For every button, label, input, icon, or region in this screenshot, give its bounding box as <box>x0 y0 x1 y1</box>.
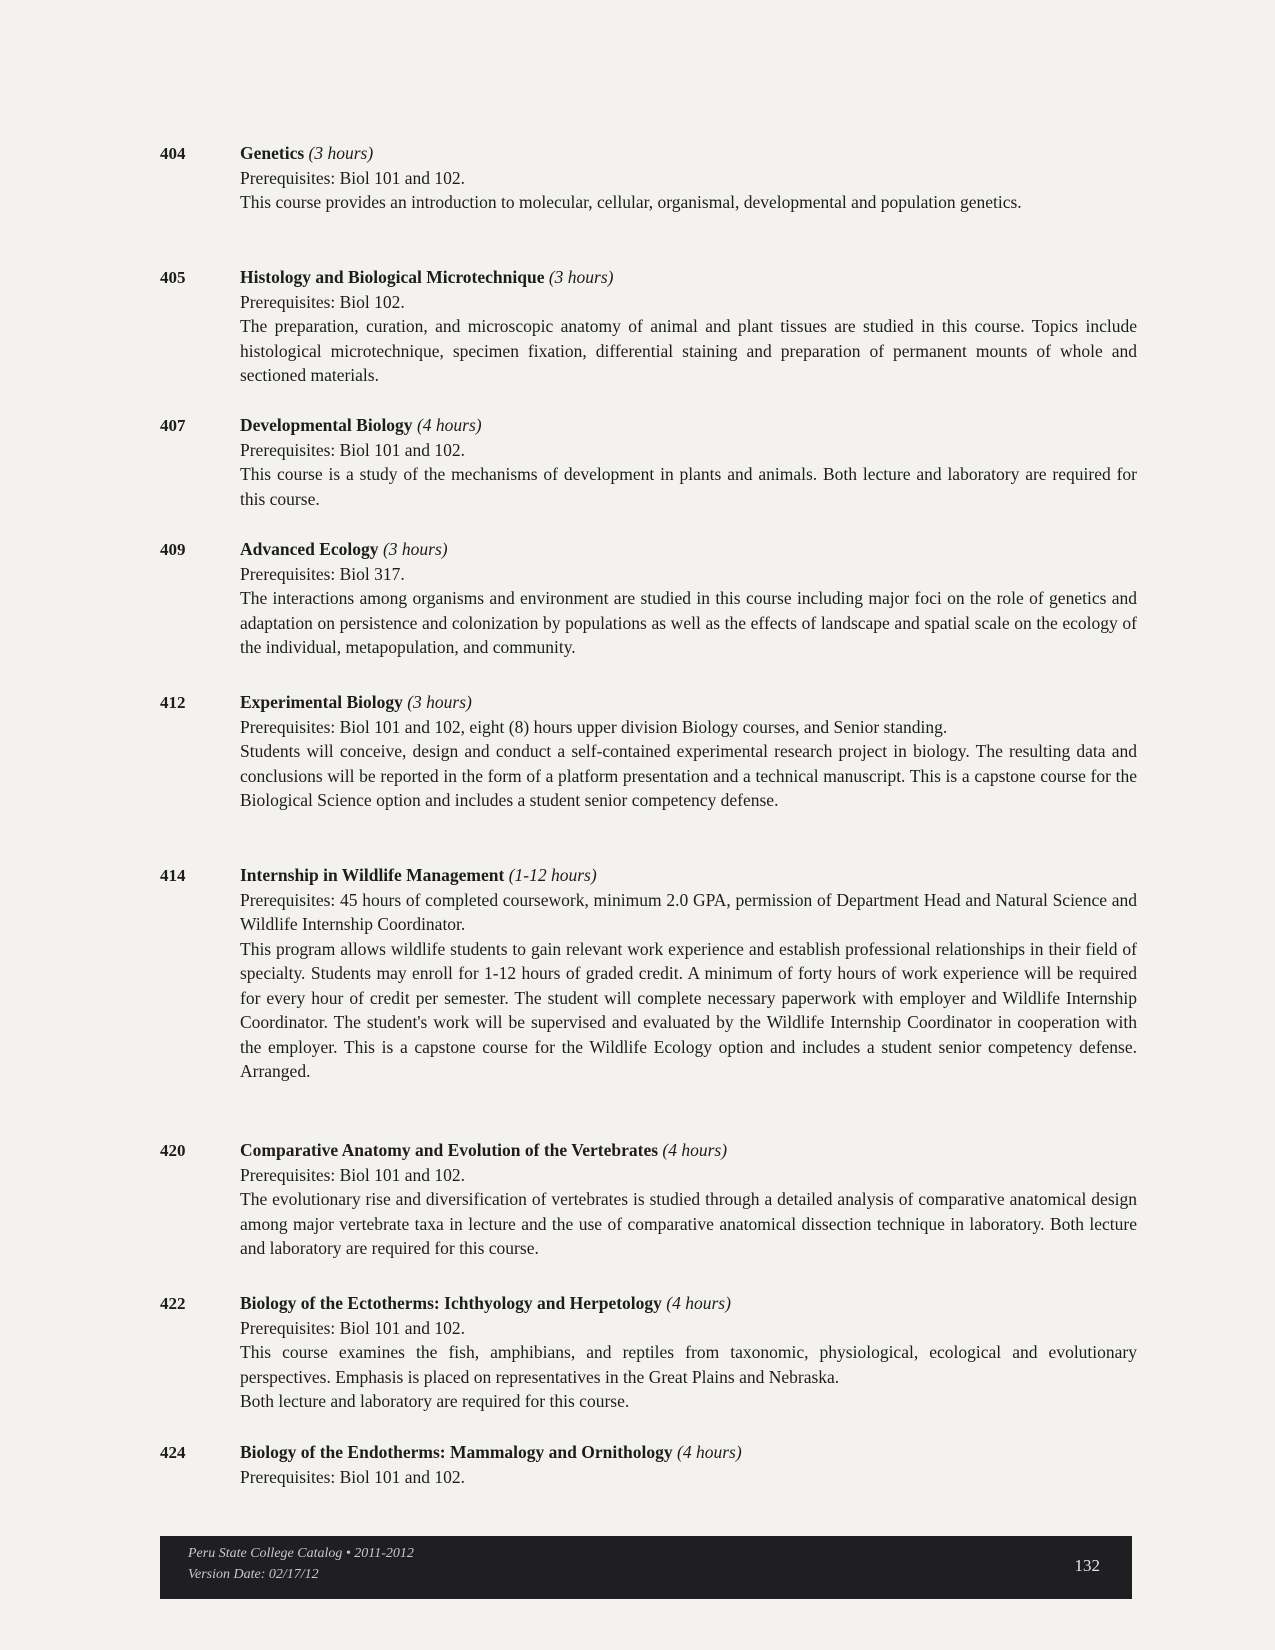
course-number: 424 <box>160 1443 186 1462</box>
course-title: Developmental Biology <box>240 415 413 435</box>
course-prereq: Prerequisites: Biol 101 and 102. <box>240 1164 466 1185</box>
course-number: 405 <box>160 268 186 287</box>
course-description: Both lecture and laboratory are required for this course. <box>240 1391 630 1411</box>
course-prereq: Prerequisites: Biol 101 and 102, eight (8) hours upper division Biology courses, and Senior standing. <box>240 716 948 737</box>
course-body <box>240 863 1137 1084</box>
course-prereq: Prerequisites: Biol 101 and 102. <box>240 1317 466 1338</box>
course-prereq: Prerequisites: Biol 101 and 102. <box>240 167 466 188</box>
page-footer <box>160 1536 1132 1599</box>
course-number: 420 <box>160 1141 186 1160</box>
course-prereq: Prerequisites: Biol 101 and 102. <box>240 439 466 460</box>
course-description: This program allows wildlife students to gain relevant work experience and establish professional relationships in their field of specialty. Students may enroll for 1-12 hours of graded credit. A minimum of forty hours of work experience will be required for every hour of credit per semester. The student will complete necessary paperwork with employer and Wildlife Internship Coordinator. The student's work will be supervised and evaluated by the Wildlife Internship Coordinator in cooperation with the employer. This is a capstone course for the Wildlife Ecology option and includes a student senior competency defense. Arranged. <box>240 938 1137 1081</box>
course-number: 404 <box>160 144 186 163</box>
course-hours: (4 hours) <box>677 1442 742 1462</box>
course-hours: (4 hours) <box>416 415 482 435</box>
course-title: Experimental Biology <box>240 692 403 712</box>
course-description: The interactions among organisms and environment are studied in this course including major foci on the role of genetics and adaptation on persistence and colonization by populations as well as the effects of landscape and spatial scale on the ecology of the individual, metapopulation, and community. <box>240 588 1137 657</box>
course-title: Biology of the Ectotherms: Ichthyology and Herpetology <box>240 1293 662 1313</box>
course-body <box>240 690 1137 813</box>
course-number: 407 <box>160 416 186 435</box>
course-title: Biology of the Endotherms: Mammalogy and Ornithology <box>240 1442 673 1462</box>
course-title: Internship in Wildlife Management <box>240 865 505 885</box>
course-title: Advanced Ecology <box>240 539 379 559</box>
course-prereq: Prerequisites: Biol 101 and 102. <box>240 1466 466 1487</box>
course-description: This course provides an introduction to molecular, cellular, organismal, developmental and population genetics. <box>240 192 1022 212</box>
course-description: Students will conceive, design and conduct a self-contained experimental research project in biology. The resulting data and conclusions will be reported in the form of a platform presentation and a technical manuscript. This is a capstone course for the Biological Science option and includes a student senior competency defense. <box>240 741 1137 810</box>
course-description: This course is a study of the mechanisms of development in plants and animals. Both lecture and laboratory are required for this course. <box>240 464 1137 509</box>
course-body <box>240 265 1137 388</box>
page-number: 132 <box>1074 1556 1100 1575</box>
course-body <box>240 1440 1137 1489</box>
course-hours: (3 hours) <box>548 267 614 287</box>
course-prereq: Prerequisites: 45 hours of completed coursework, minimum 2.0 GPA, permission of Department Head and Natural Science and Wildlife Internship Coordinator. <box>240 889 1137 934</box>
course-body <box>240 141 1137 215</box>
course-title: Genetics <box>240 143 305 163</box>
course-description: This course examines the fish, amphibians, and reptiles from taxonomic, physiological, ecological and evolutionary perspectives. Emphasis is placed on representatives in the Great Plains and Nebraska. <box>240 1342 1137 1387</box>
course-description: The preparation, curation, and microscopic anatomy of animal and plant tissues are studied in this course. Topics include histological microtechnique, specimen fixation, differential staining and preparation of permanent mounts of whole and sectioned materials. <box>240 316 1137 385</box>
course-number: 412 <box>160 693 186 712</box>
course-title: Comparative Anatomy and Evolution of the Vertebrates <box>240 1140 659 1160</box>
course-number: 422 <box>160 1294 186 1313</box>
course-number: 414 <box>160 866 186 885</box>
course-prereq: Prerequisites: Biol 317. <box>240 563 405 584</box>
course-hours: (3 hours) <box>382 539 448 559</box>
footer-version-date: Version Date: 02/17/12 <box>188 1567 319 1582</box>
course-description: The evolutionary rise and diversification of vertebrates is studied through a detailed analysis of comparative anatomical design among major vertebrate taxa in lecture and the use of comparative anatomical dissection technique in laboratory. Both lecture and laboratory are required for this course. <box>240 1189 1137 1258</box>
course-hours: (1-12 hours) <box>508 865 597 885</box>
course-number: 409 <box>160 540 186 559</box>
course-title: Histology and Biological Microtechnique <box>240 267 545 287</box>
course-prereq: Prerequisites: Biol 102. <box>240 291 405 312</box>
course-hours: (4 hours) <box>666 1293 731 1313</box>
course-hours: (4 hours) <box>662 1140 728 1160</box>
course-body <box>240 1138 1137 1261</box>
course-body <box>240 537 1137 660</box>
course-hours: (3 hours) <box>308 143 374 163</box>
course-body <box>240 413 1137 511</box>
course-body <box>240 1291 1137 1414</box>
footer-catalog-title: Peru State College Catalog • 2011-2012 <box>188 1546 414 1561</box>
course-hours: (3 hours) <box>407 692 472 712</box>
